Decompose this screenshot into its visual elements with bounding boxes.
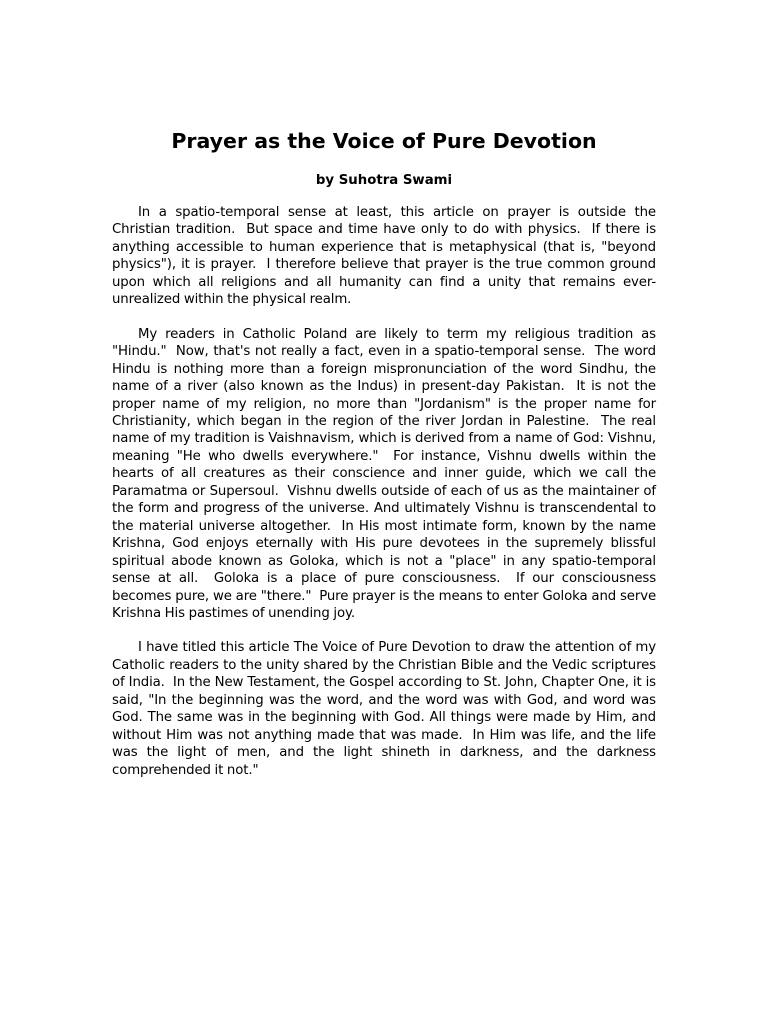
paragraph-1: In a spatio-temporal sense at least, this article on prayer is outside the Christian tradition. But space and time have only to do with physics. If there is anything accessible to human experience that is metaphysical (that is, "beyond physics"), it is prayer. I therefore believe that prayer is the true common ground upon which all religions and all humanity can find a unity that remains ever-unrealized within the physical realm. (112, 205, 660, 308)
document-title: Prayer as the Voice of Pure Devotion (171, 129, 597, 153)
paragraph-2: My readers in Catholic Poland are likely to term my religious tradition as "Hindu." Now, that's not really a fact, even in a spatio-temporal sense. The word Hindu is nothing more than a foreign mispronunciation of the word Sindhu, the name of a river (also known as the Indus) in present-day Pakistan. It is not the proper name of my religion, no more than "Jordanism" is the proper name for Christianity, which began in the region of the river Jordan in Palestine. The real name of my tradition is Vaishnavism, which is derived from a name of God: Vishnu, meaning "He who dwells everywhere." For instance, Vishnu dwells within the hearts of all creatures as their conscience and inner guide, which we call the Paramatma or Supersoul. Vishnu dwells outside of each of us as the maintainer of the form and progress of the universe. And ultimately Vishnu is transcendental to the material universe altogether. In His most intimate form, known by the name Krishna, God enjoys eternally with His pure devotees in the supremely blissful spiritual abode known as Goloka, which is not a "place" in any spatio-temporal sense at all. Goloka is a place of pure consciousness. If our consciousness becomes pure, we are "there." Pure prayer is the means to enter Goloka and serve Krishna His pastimes of unending joy. (112, 326, 660, 621)
document-page (112, 126, 660, 779)
document-author: by Suhotra Swami (315, 173, 453, 188)
paragraph-3: I have titled this article The Voice of Pure Devotion to draw the attention of my Catholic readers to the unity shared by the Christian Bible and the Vedic scriptures of India. In the New Testament, the Gospel according to St. John, Chapter One, it is said, "In the beginning was the word, and the word was with God, and word was God. The same was in the beginning with God. All things were made by Him, and without Him was not anything made that was made. In Him was life, and the life was the light of men, and the light shineth in darkness, and the darkness comprehended it not." (112, 640, 660, 778)
